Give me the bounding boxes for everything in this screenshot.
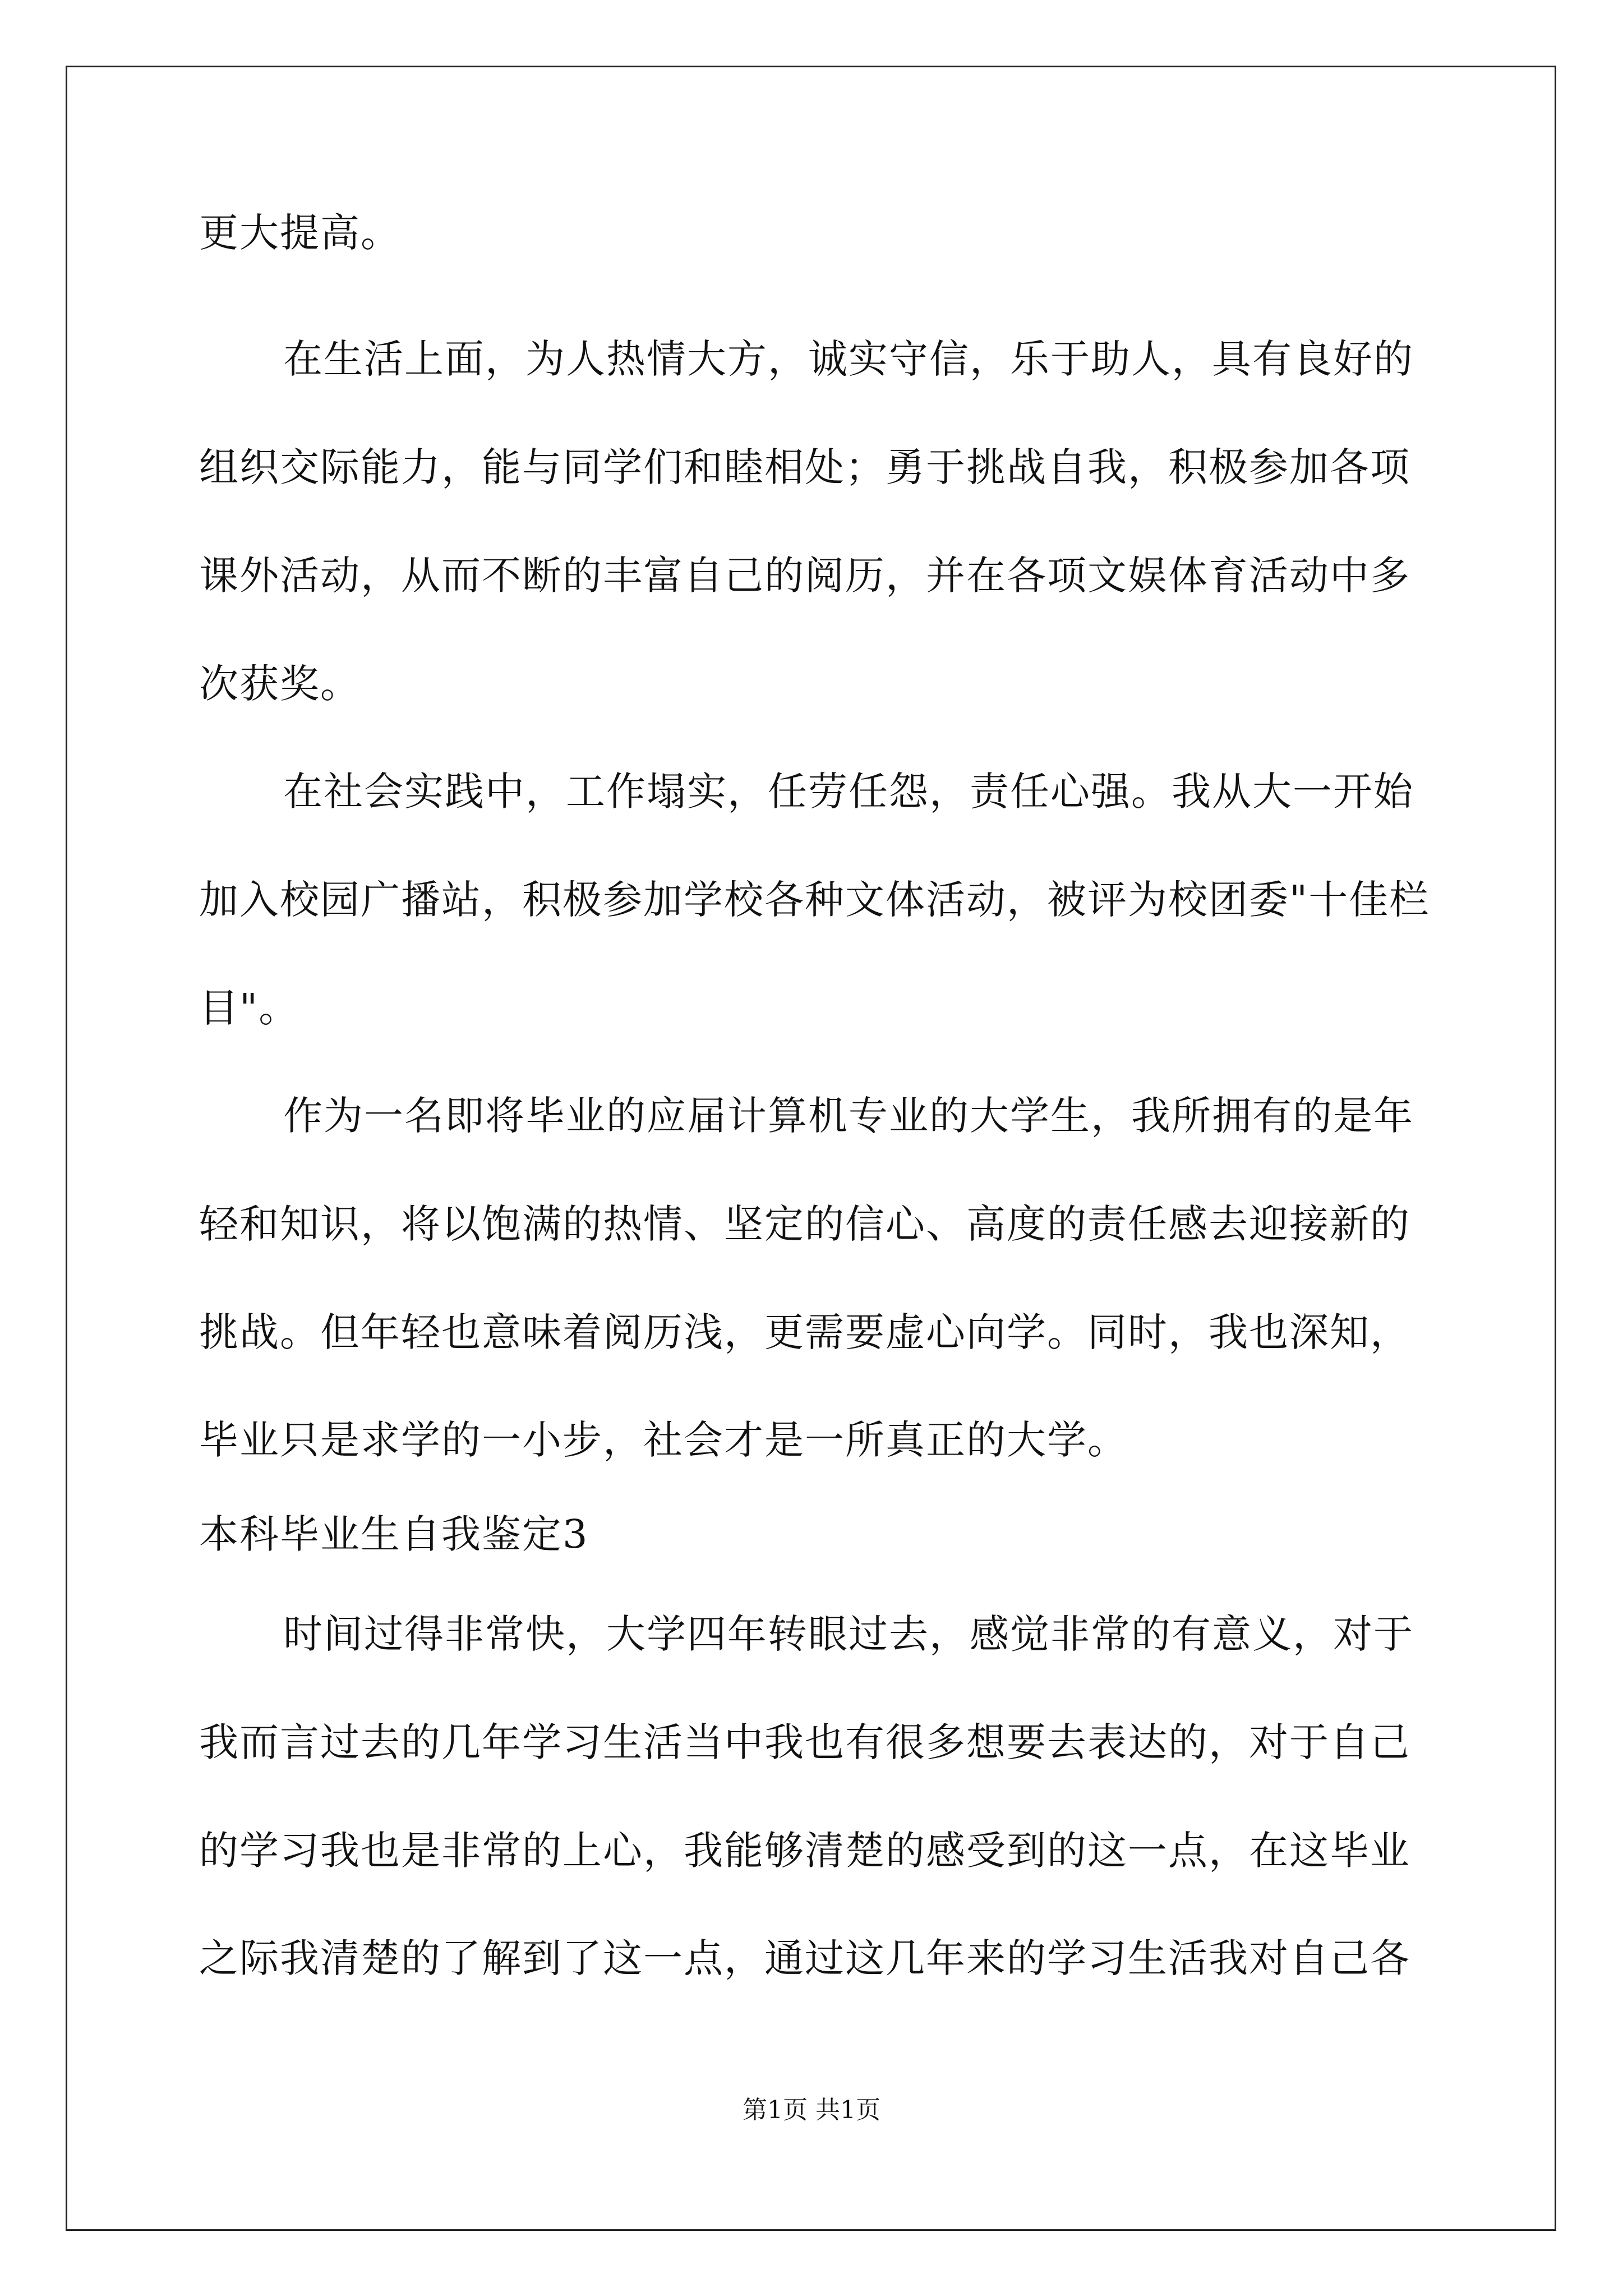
- text-line: 目"。: [199, 985, 299, 1031]
- text-line: 课外活动，从而不断的丰富自己的阅历，并在各项文娱体育活动中多: [199, 553, 1410, 599]
- section-heading: 本科毕业生自我鉴定3: [199, 1511, 589, 1557]
- text-line: 的学习我也是非常的上心，我能够清楚的感受到的这一点，在这毕业: [199, 1828, 1410, 1874]
- text-line: 毕业只是求学的一小步，社会才是一所真正的大学。: [199, 1417, 1128, 1463]
- paragraph-line: 在生活上面，为人热情大方，诚实守信，乐于助人，具有良好的: [283, 336, 1414, 382]
- page-border: [66, 66, 1556, 2231]
- text-line: 更大提高。: [199, 210, 401, 256]
- text-line: 组织交际能力，能与同学们和睦相处；勇于挑战自我，积极参加各项: [199, 444, 1410, 490]
- page-footer: 第1页 共1页: [743, 2096, 880, 2124]
- paragraph-line: 作为一名即将毕业的应届计算机专业的大学生，我所拥有的是年: [283, 1093, 1414, 1139]
- paragraph-line: 在社会实践中，工作塌实，任劳任怨，责任心强。我从大一开始: [283, 769, 1414, 815]
- text-line: 之际我清楚的了解到了这一点，通过这几年来的学习生活我对自己各: [199, 1935, 1410, 1981]
- text-line: 挑战。但年轻也意味着阅历浅，更需要虚心向学。同时，我也深知，: [199, 1309, 1410, 1355]
- text-line: 我而言过去的几年学习生活当中我也有很多想要去表达的，对于自己: [199, 1719, 1410, 1765]
- text-line: 轻和知识，将以饱满的热情、坚定的信心、高度的责任感去迎接新的: [199, 1201, 1410, 1247]
- text-line: 加入校园广播站，积极参加学校各种文体活动，被评为校团委"十佳栏: [199, 877, 1430, 923]
- text-line: 次获奖。: [199, 661, 361, 707]
- paragraph-line: 时间过得非常快，大学四年转眼过去，感觉非常的有意义，对于: [283, 1611, 1414, 1657]
